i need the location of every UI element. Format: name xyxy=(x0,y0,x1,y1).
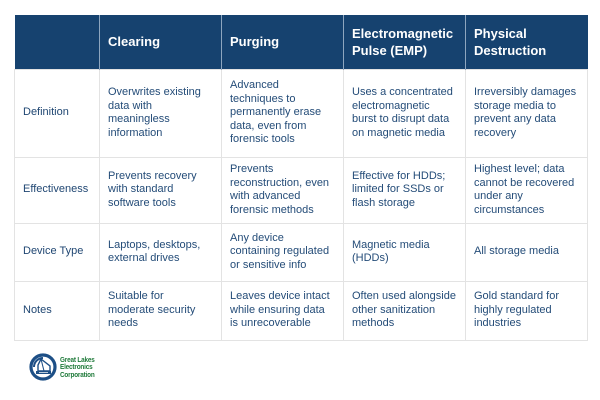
table-cell: Any device containing regulated or sensitive info xyxy=(222,223,344,281)
header-cell-empty xyxy=(15,15,100,69)
table-cell: Leaves device intact while ensuring data is unrecoverable xyxy=(222,281,344,340)
logo-line-3: Corporation xyxy=(60,369,95,379)
header-cell-emp: Electromagnetic Pulse (EMP) xyxy=(344,15,466,69)
header-cell-purging: Purging xyxy=(222,15,344,69)
row-label-notes: Notes xyxy=(15,281,100,340)
table-cell: Irreversibly damages storage media to prevent any data recovery xyxy=(466,69,588,157)
header-cell-physical-destruction: Physical Destruction xyxy=(466,15,588,69)
table-row xyxy=(15,157,588,223)
logo-line-2: Electronics xyxy=(60,362,93,372)
logo-wordmark xyxy=(60,356,95,379)
row-label-definition: Definition xyxy=(15,69,100,157)
table-cell: Effective for HDDs; limited for SSDs or flash storage xyxy=(344,157,466,223)
logo-line-1: Great Lakes xyxy=(60,354,95,364)
great-lakes-logo-icon xyxy=(29,353,57,381)
table-cell: Prevents recovery with standard software tools xyxy=(100,157,222,223)
table-cell: Suitable for moderate security needs xyxy=(100,281,222,340)
table-cell: Uses a concentrated electromagnetic burst to disrupt data on magnetic media xyxy=(344,69,466,157)
table-row xyxy=(15,223,588,281)
table-cell: Often used alongside other sanitization methods xyxy=(344,281,466,340)
header-cell-clearing: Clearing xyxy=(100,15,222,69)
company-logo xyxy=(29,353,101,381)
table-cell: All storage media xyxy=(466,223,588,281)
table-cell: Laptops, desktops, external drives xyxy=(100,223,222,281)
table-row xyxy=(15,281,588,340)
table-cell: Magnetic media (HDDs) xyxy=(344,223,466,281)
table-header-row xyxy=(15,15,588,69)
table-row xyxy=(15,69,588,157)
comparison-table-container xyxy=(14,15,587,341)
table-cell: Gold standard for highly regulated industries xyxy=(466,281,588,340)
table-cell: Overwrites existing data with meaningless information xyxy=(100,69,222,157)
table-cell: Advanced techniques to permanently erase data, even from forensic tools xyxy=(222,69,344,157)
row-label-effectiveness: Effectiveness xyxy=(15,157,100,223)
sanitization-methods-table xyxy=(14,15,588,341)
row-label-device-type: Device Type xyxy=(15,223,100,281)
table-cell: Prevents reconstruction, even with advanced forensic methods xyxy=(222,157,344,223)
table-cell: Highest level; data cannot be recovered under any circumstances xyxy=(466,157,588,223)
